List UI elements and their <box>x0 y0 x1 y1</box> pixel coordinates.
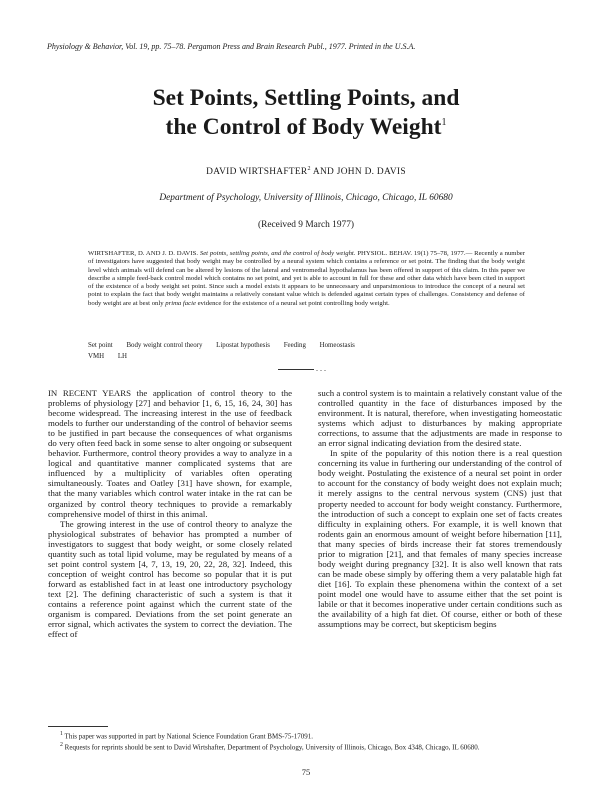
affiliation: Department of Psychology, University of Illinois, Chicago, Chicago, IL 60680 <box>159 193 453 203</box>
separator-dots: . . . <box>316 364 326 373</box>
footnotes <box>48 730 562 752</box>
body-column-right <box>318 388 562 629</box>
received-date: (Received 9 March 1977) <box>257 220 355 230</box>
footnote-mark: 2 <box>60 741 63 748</box>
title-line-2 <box>60 113 552 142</box>
abstract-body-b: evidence for the existence of a neural set point controlling body weight. <box>195 299 390 307</box>
paragraph: IN RECENT YEARS the application of control theory to the problems of physiology [27] and behavior [1, 6, 15, 16, 24, 30] has become widespread. The increasing interest in the use of feedback models to further our understanding of the control of behavior seems to be justified in part because the consequences of what organisms do very often feed back in some sense to alter ongoing or subsequent behavior. Furthermore, control theory provides a way to analyze in a logical and quantitative manner complicated systems that are influenced by a multiplicity of variables often operating simultaneously. Toates and Oatley [31] have shown, for example, that the many variables which control water intake in the rat can be organized by control theory techniques to provide a remarkably comprehensive model of thirst in this animal. <box>48 388 292 519</box>
journal-header: Physiology & Behavior, Vol. 19, pp. 75–78. Pergamon Press and Brain Research Publ., 1977. Printed in the U.S.A. <box>47 42 416 51</box>
keyword: VMH <box>88 353 105 360</box>
author-footnote-mark: 2 <box>307 166 311 172</box>
paragraph: such a control system is to maintain a relatively constant value of the controlled quantity in the face of disturbances imposed by the environment. It is natural, therefore, when investigating homeostatic systems which adjust to disturbances by making appropriate corrections, to assume that the adjustments are made in response to an error signal indicating deviation from the desired state. <box>318 388 562 449</box>
keyword: Set point <box>88 342 113 349</box>
footnote-mark: 1 <box>60 731 63 737</box>
title-footnote-mark: 1 <box>441 117 447 129</box>
keyword: Body weight control theory <box>126 342 203 349</box>
abstract-citation-source: PHYSIOL. BEHAV. 19(1) 75–78, 1977. <box>357 250 466 257</box>
paragraph: The growing interest in the use of control theory to analyze the physiological substrates of behavior has prompted a number of investigators to suggest that body weight, or some closely related quantity such as total lipid volume, may be regulated by means of a set point control system [4, 7, 13, 19, 20, 22, 28, 32]. Indeed, this conception of weight control has become so popular that it is put forward as established fact in at least one introductory psychology text [2]. The defining characteristic of such a system is that it contains a reference point against which the current state of the organism is compared. Deviations from the set point generate an error signal, which activates the system to correct the deviation. The effect of <box>48 518 292 640</box>
title-line-1: Set Points, Settling Points, and <box>152 85 460 111</box>
footnote-text: This paper was supported in part by National Science Foundation Grant BMS-75-17091. <box>64 732 314 741</box>
footnote-text: Requests for reprints should be sent to David Wirtshafter, Department of Psychology, University of Illinois, Chicago, Box 4348, Chicago, IL 60680. <box>64 743 480 752</box>
abstract-body-italic: prima facie <box>165 299 196 307</box>
title-line-2-text: the Control of Body Weight <box>165 114 442 140</box>
section-separator <box>278 364 334 373</box>
keywords <box>88 340 525 362</box>
keyword: Feeding <box>283 342 306 349</box>
body-column-left <box>48 388 292 639</box>
footnote <box>48 730 562 741</box>
separator-rule <box>278 369 314 370</box>
keyword: Homeostasis <box>319 342 355 349</box>
author-2: AND JOHN D. DAVIS <box>310 167 406 178</box>
footnote-rule <box>48 726 108 727</box>
abstract-citation-title: Set points, settling points, and the control of body weight. <box>199 250 356 257</box>
paragraph: In spite of the popularity of this notion there is a real question concerning its value in furthering our understanding of the control of body weight. Postulating the existence of a neural set point in order to account for the constancy of body weight does not explain much; it merely assigns to the central nervous system (CNS) just that property needed to account for body weight constancy. Furthermore, the introduction of such a concept to explain one set of facts creates difficulty in explaining others. For example, it is well known that rodents gain an enormous amount of weight before hibernation [11], that many species of birds increase their fat stores tremendously prior to migration [21], and that females of many species increase body weight during pregnancy [32]. It is also well known that rats can be made obese simply by offering them a very palatable high fat diet [16]. To explain these phenomena within the context of a set point model one would have to assume either that the set point is labile or that it becomes inoperative under certain conditions such as the availability of a high fat diet. Of course, either or both of these assumptions may be correct, but skepticism begins <box>318 448 562 630</box>
keyword: LH <box>117 353 128 360</box>
keyword: Lipostat hypothesis <box>216 342 270 349</box>
abstract-body-a: — Recently a number of investigators have suggested that body weight may be controlled by a neural system which contains a reference or set point. The finding that the body weight level which animals will defend can be altered by lesions of the lateral and ventromedial hypothalamus has been offered in support of this claim. In this paper we describe a simple feed-back control model which contains no set point, and yet is able to account in full for these and other data which have been cited in support of the existence of a body weight set point. Since such a model exists it appears to be unnecessary and unparsimonious to introduce the concept of a neural set point to explain the fact that body weight maintains a relatively constant value which is defended against certain types of challenges. Consistency and defense of body weight are at best only <box>88 250 526 307</box>
author-line <box>60 166 552 177</box>
footnote <box>48 741 562 752</box>
page-number: 75 <box>301 767 311 777</box>
abstract-citation: WIRTSHAFTER, D. AND J. D. DAVIS. <box>88 250 199 257</box>
article-title <box>60 84 552 142</box>
abstract <box>88 250 525 308</box>
author-1: DAVID WIRTSHAFTER <box>206 167 308 178</box>
